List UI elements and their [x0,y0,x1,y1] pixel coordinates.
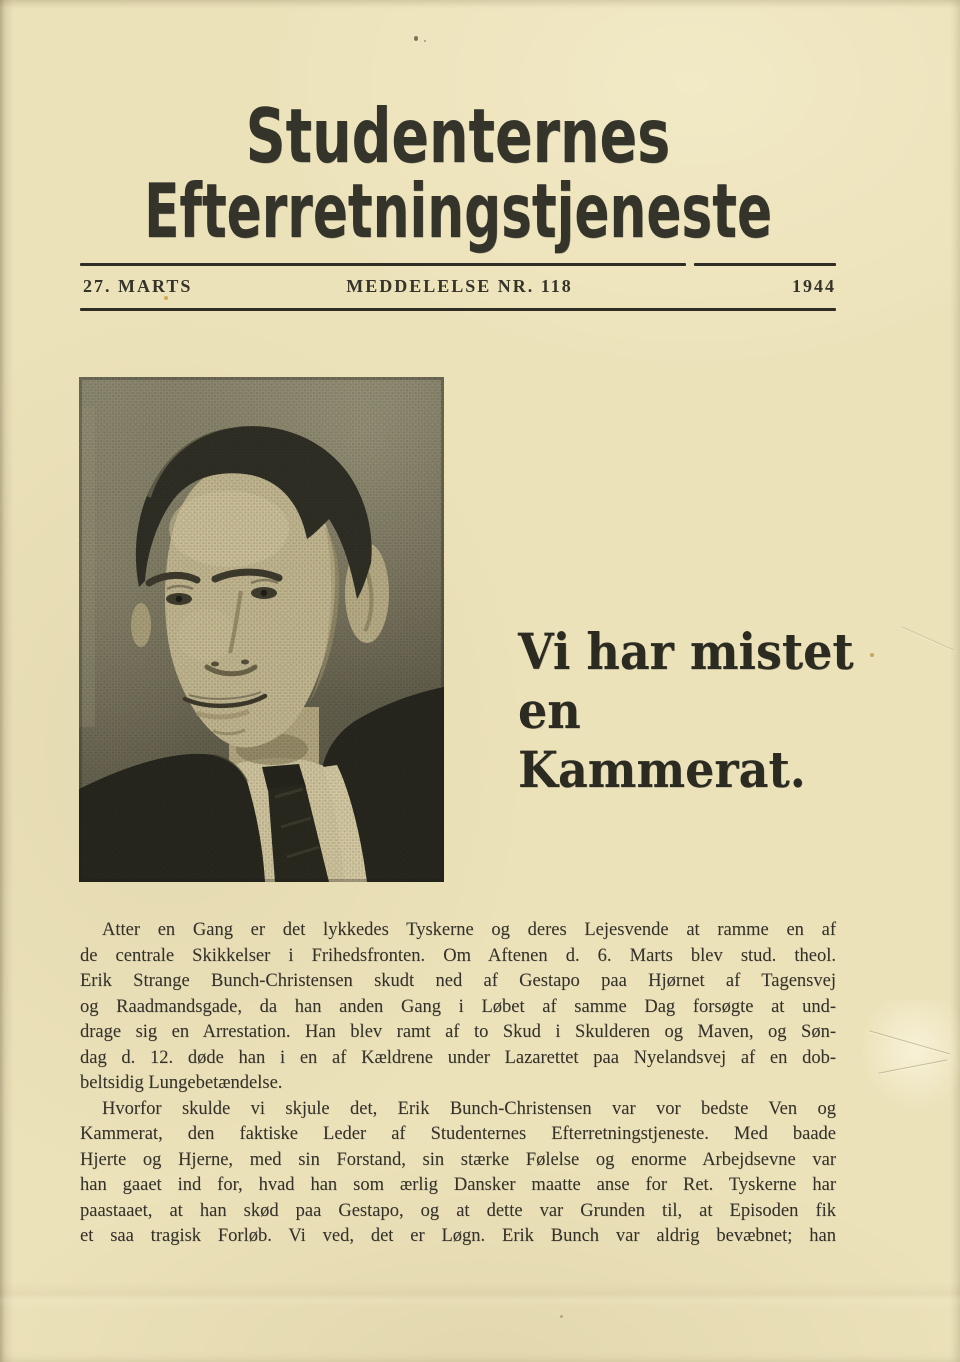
masthead-line-1: Studenternes [245,92,671,180]
paragraph-2 [80,1097,836,1250]
body-line: et saa tragisk Forløb. Vi ved, det er Løgn. Erik Bunch var aldrig bevæbnet; han [80,1226,836,1246]
paper-speck [164,296,168,300]
article-body [80,918,836,1250]
paragraph-1 [80,918,836,1097]
masthead-line-2: Efterretningstjeneste [143,167,773,255]
body-line: dag d. 12. døde han i en af Kældrene under Lazarettet paa Nyelandsvej af en dob- [80,1047,836,1068]
masthead [0,92,916,255]
body-line: drage sig en Arrestation. Han blev ramt af to Skud i Skulderen og Maven, og Søn- [80,1022,836,1042]
headline-line-1: Vi har mistet [518,622,854,681]
paper-speck [560,1315,563,1318]
headline-line-3: Kammerat. [518,740,806,799]
body-line: Erik Strange Bunch-Christensen skudt ned af Gestapo paa Hjørnet af Tagensvej [80,971,836,991]
dateline-issue: MEDDELELSE NR. 118 [346,276,573,296]
halftone-portrait-svg [79,377,444,882]
paper-speck [414,36,418,41]
paper-speck [424,40,426,42]
body-line: Hjerte og Hjerne, med sin Forstand, sin stærke Følelse og enorme Arbejdsevne var [80,1149,836,1170]
portrait-photo [79,377,444,882]
body-line: Kammerat, den faktiske Leder af Studenternes Efterretningstjeneste. Med baade [80,1124,836,1144]
paper-fold-shadow [0,1282,960,1308]
header-rule-bottom [80,308,836,311]
body-line: beltsidig Lungebetændelse. [80,1073,283,1093]
paper-crease [860,1000,960,1110]
paper-crease-line [902,627,954,651]
body-line: han gaaet ind for, hvad han som ærlig Dansker maatte anse for Ret. Tyskerne har [80,1175,836,1195]
dateline [80,274,836,298]
headline [518,622,883,799]
dateline-year: 1944 [792,276,837,296]
body-line: Atter en Gang er det lykkedes Tyskerne og deres Lejesvende at ramme en af [102,920,836,940]
header-rule-top-right [694,263,836,266]
body-line: de centrale Skikkelser i Frihedsfronten. Om Aftenen d. 6. Marts blev stud. theol. [80,945,836,966]
headline-line-2: en [518,681,581,740]
body-line: paastaaet, at han skød paa Gestapo, og at dette var Grunden til, at Episoden fik [80,1200,836,1221]
paper-speck [870,653,874,657]
header-rule-top-left [80,263,686,266]
dateline-date: 27. MARTS [83,276,193,296]
body-line: og Raadmandsgade, da han anden Gang i Løbet af samme Dag forsøgte at und- [80,996,836,1017]
photo-halftone-grain [79,377,444,882]
body-line: Hvorfor skulde vi skjule det, Erik Bunch-Christensen var vor bedste Ven og [102,1098,836,1119]
